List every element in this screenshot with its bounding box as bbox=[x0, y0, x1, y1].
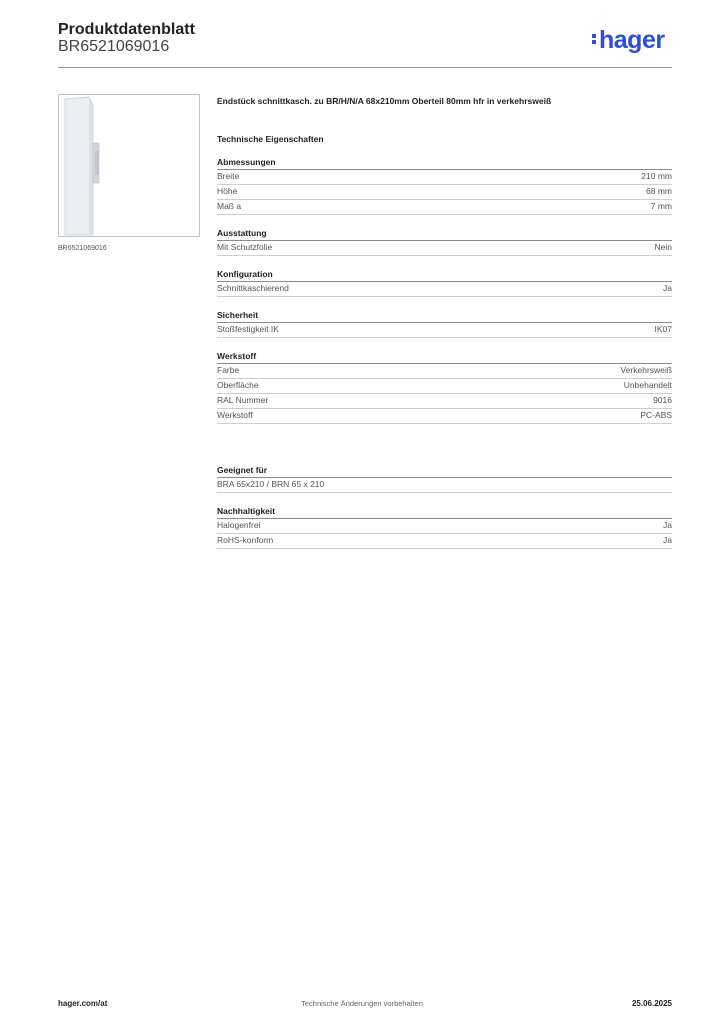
page-title: Produktdatenblatt bbox=[58, 21, 195, 38]
section-title: Nachhaltigkeit bbox=[217, 506, 672, 519]
spec-row bbox=[217, 282, 672, 297]
section-title: Sicherheit bbox=[217, 310, 672, 323]
spec-value: 9016 bbox=[653, 395, 672, 405]
spec-value: 7 mm bbox=[650, 201, 672, 211]
spec-value: PC-ABS bbox=[640, 410, 672, 420]
spec-label: Breite bbox=[217, 171, 240, 181]
spec-value: Ja bbox=[663, 283, 672, 293]
spec-label: Oberfläche bbox=[217, 380, 259, 390]
section-title: Ausstattung bbox=[217, 228, 672, 241]
section-title: Konfiguration bbox=[217, 269, 672, 282]
spec-section bbox=[217, 228, 672, 256]
tech-heading: Technische Eigenschaften bbox=[217, 134, 324, 144]
spec-section bbox=[217, 351, 672, 424]
spec-section bbox=[217, 310, 672, 338]
spec-section bbox=[217, 465, 672, 493]
footer-date: 25.06.2025 bbox=[631, 999, 672, 1008]
spec-label: Höhe bbox=[217, 186, 238, 196]
spec-row bbox=[217, 364, 672, 379]
product-code: BR6521069016 bbox=[58, 38, 170, 55]
image-caption: BR6521069016 bbox=[58, 245, 107, 252]
spec-label: RAL Nummer bbox=[217, 395, 269, 405]
spec-row bbox=[217, 185, 672, 200]
header-divider bbox=[58, 67, 672, 68]
spec-value: 68 mm bbox=[646, 186, 672, 196]
spec-label: Maß a bbox=[217, 201, 242, 211]
spec-label: Farbe bbox=[217, 365, 240, 375]
end-piece-illustration bbox=[59, 95, 199, 236]
spec-label: Stoßfestigkeit IK bbox=[217, 324, 279, 334]
spec-sections bbox=[217, 157, 672, 424]
spec-label: Werkstoff bbox=[217, 410, 253, 420]
spec-label: Halogenfrei bbox=[217, 520, 261, 530]
spec-value: Ja bbox=[663, 535, 672, 545]
section-title: Geeignet für bbox=[217, 465, 672, 478]
spec-row bbox=[217, 478, 672, 493]
section-title: Werkstoff bbox=[217, 351, 672, 364]
spec-row bbox=[217, 170, 672, 185]
spec-label: BRA 65x210 / BRN 65 x 210 bbox=[217, 479, 325, 489]
spec-row bbox=[217, 241, 672, 256]
section-title: Abmessungen bbox=[217, 157, 672, 170]
spec-label: RoHS-konform bbox=[217, 535, 274, 545]
spec-value: Nein bbox=[654, 242, 672, 252]
spec-section bbox=[217, 157, 672, 215]
spec-row bbox=[217, 519, 672, 534]
specs-content bbox=[217, 96, 672, 562]
spec-section bbox=[217, 269, 672, 297]
spec-row bbox=[217, 379, 672, 394]
spec-row bbox=[217, 394, 672, 409]
section-gap bbox=[217, 437, 672, 465]
spec-row bbox=[217, 409, 672, 424]
spec-value: Ja bbox=[663, 520, 672, 530]
footer-disclaimer: Technische Änderungen vorbehalten bbox=[301, 999, 423, 1008]
spec-value: IK07 bbox=[654, 324, 672, 334]
product-description: Endstück schnittkasch. zu BR/H/N/A 68x210mm Oberteil 80mm hfr in verkehrsweiß bbox=[217, 96, 552, 106]
spec-section bbox=[217, 506, 672, 549]
logo-dots-icon bbox=[592, 32, 597, 46]
footer-website: hager.com/at bbox=[58, 999, 108, 1008]
spec-label: Schnittkaschierend bbox=[217, 283, 289, 293]
product-image bbox=[58, 94, 200, 237]
spec-label: Mit Schutzfolie bbox=[217, 242, 273, 252]
hager-logo bbox=[592, 26, 665, 55]
spec-row bbox=[217, 323, 672, 338]
spec-row bbox=[217, 534, 672, 549]
spec-value: 210 mm bbox=[641, 171, 672, 181]
logo-text: hager bbox=[599, 26, 665, 54]
spec-row bbox=[217, 200, 672, 215]
spec-value: Unbehandelt bbox=[623, 380, 672, 390]
spec-value: Verkehrsweiß bbox=[620, 365, 672, 375]
spec-sections-secondary bbox=[217, 465, 672, 549]
